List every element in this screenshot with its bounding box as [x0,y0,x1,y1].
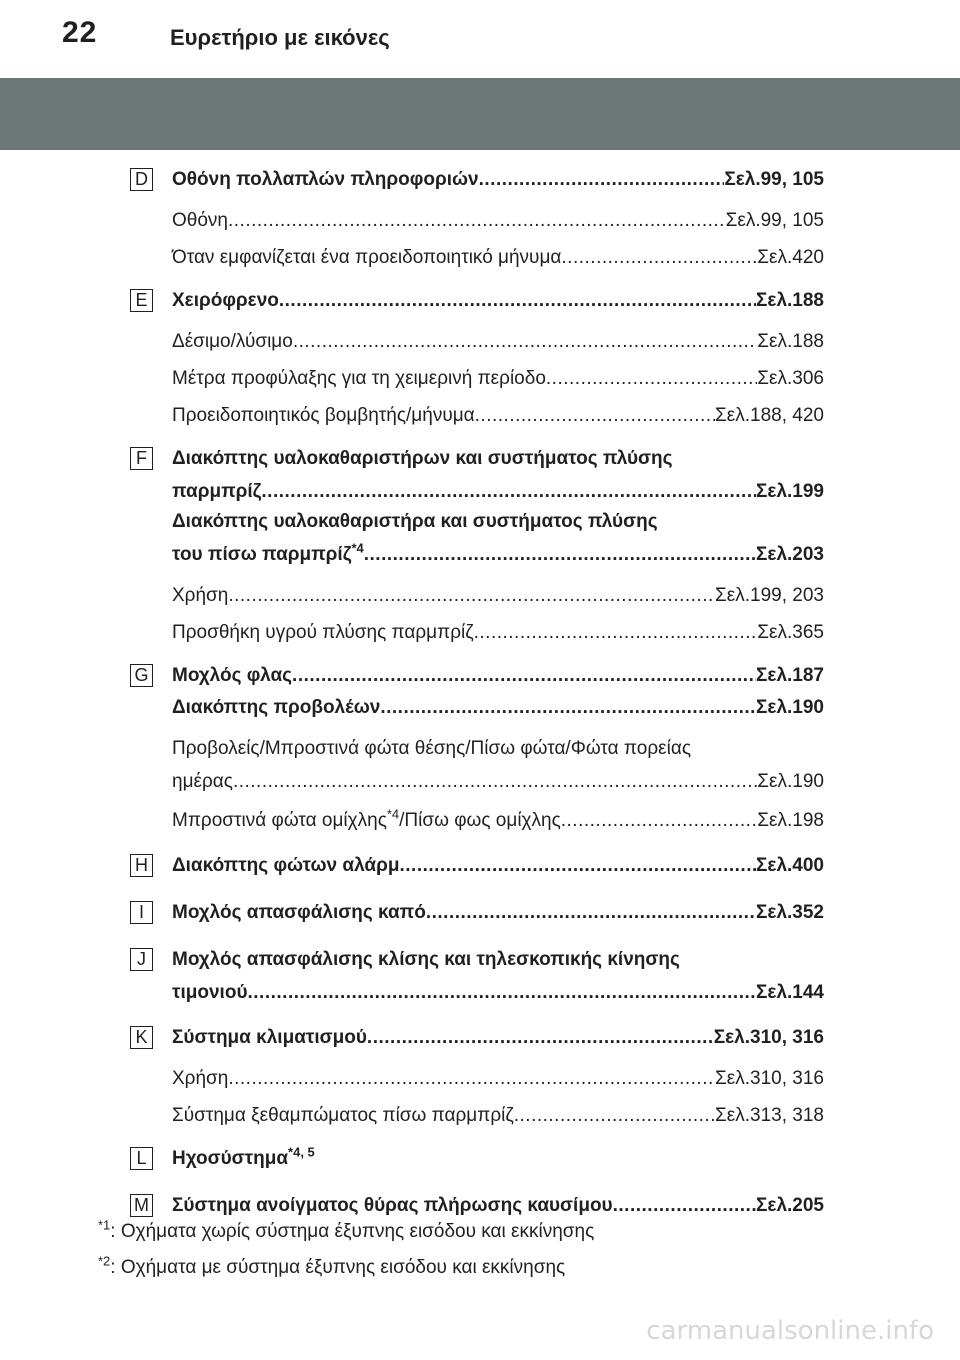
index-entry[interactable]: Ηχοσύστημα$^{*4, 5}$ [172,1144,315,1169]
index-entry[interactable]: του πίσω παρμπρίζ$^{*4}$ ..... Σελ.203 [172,541,824,568]
page-header [0,0,960,64]
footnote: $^{*1}$: Οχήματα χωρίς σύστημα έξυπνης εισόδου και εκκίνησης [98,1217,595,1242]
index-entry[interactable]: Χειρόφρενο ..... Σελ.188 [172,287,824,314]
watermark-text: carmanualsonline.info [646,1316,934,1346]
index-entry[interactable]: Διακόπτης φώτων αλάρμ ..... Σελ.400 [172,852,824,879]
index-entry[interactable]: Μοχλός απασφάλισης κλίσης και τηλεσκοπικής κίνησης [172,949,680,970]
index-entry[interactable]: Οθόνη πολλαπλών πληροφοριών ..... Σελ.99, 105 [172,166,824,193]
page-title: Ευρετήριο με εικόνες [170,25,390,50]
index-subentry[interactable]: Δέσιμο/λύσιμο ..... Σελ.188 [172,328,824,355]
section-j [130,946,824,1006]
section-letter: F [130,447,153,470]
section-f [130,445,824,646]
index-subentry[interactable]: Μέτρα προφύλαξης για τη χειμερινή περίοδο ..... Σελ.306 [172,365,824,392]
index-entry[interactable]: Σύστημα ανοίγματος θύρας πλήρωσης καυσίμου ..... Σελ.205 [172,1192,824,1219]
section-letter: E [130,289,153,312]
index-entry[interactable]: Διακόπτης υαλοκαθαριστήρων και συστήματος πλύσης [172,448,673,469]
index-entry[interactable]: Διακόπτης υαλοκαθαριστήρα και συστήματος πλύσης [172,511,658,532]
footnote: $^{*2}$: Οχήματα με σύστημα έξυπνης εισόδου και εκκίνησης [98,1253,566,1278]
footnotes [98,1214,594,1286]
section-i [130,899,824,926]
section-g [130,662,824,834]
index-subentry[interactable]: Προβολείς/Μπροστινά φώτα θέσης/Πίσω φώτα/Φώτα πορείας [172,738,691,759]
section-letter: K [130,1026,153,1049]
section-letter: G [130,664,153,687]
page-number: 22 [62,16,98,49]
index-subentry[interactable]: Σύστημα ξεθαμπώματος πίσω παρμπρίζ ..... Σελ.313, 318 [172,1102,824,1129]
index-subentry[interactable]: Μπροστινά φώτα ομίχλης$^{*4}$/Πίσω φως ομίχλης ..... Σελ.198 [172,807,824,834]
index-subentry[interactable]: ημέρας ..... Σελ.190 [172,768,824,795]
section-k [130,1024,824,1129]
section-d [130,166,824,271]
index-entry[interactable]: Σύστημα κλιματισμού ..... Σελ.310, 316 [172,1024,824,1051]
section-letter: J [130,948,153,971]
section-letter: L [130,1147,153,1170]
index-subentry[interactable]: Όταν εμφανίζεται ένα προειδοποιητικό μήνυμα ..... Σελ.420 [172,244,824,271]
index-entry[interactable]: τιμονιού ..... Σελ.144 [172,979,824,1006]
index-subentry[interactable]: Οθόνη ..... Σελ.99, 105 [172,207,824,234]
index-entry[interactable]: παρμπρίζ ..... Σελ.199 [172,478,824,505]
section-letter: M [130,1194,153,1217]
index-entry[interactable]: Διακόπτης προβολέων ..... Σελ.190 [172,694,824,721]
section-e [130,287,824,429]
index-subentry[interactable]: Χρήση ..... Σελ.310, 316 [172,1065,824,1092]
index-list [130,166,824,1219]
section-letter: D [130,168,153,191]
section-l [130,1145,824,1172]
header-band [0,78,960,150]
index-subentry[interactable]: Προειδοποιητικός βομβητής/μήνυμα ..... Σελ.188, 420 [172,402,824,429]
index-subentry[interactable]: Προσθήκη υγρού πλύσης παρμπρίζ ..... Σελ.365 [172,619,824,646]
index-subentry[interactable]: Χρήση ..... Σελ.199, 203 [172,582,824,609]
section-letter: H [130,854,153,877]
section-letter: I [130,901,153,924]
index-entry[interactable]: Μοχλός φλας ..... Σελ.187 [172,662,824,689]
section-h [130,852,824,879]
index-entry[interactable]: Μοχλός απασφάλισης καπό ..... Σελ.352 [172,899,824,926]
